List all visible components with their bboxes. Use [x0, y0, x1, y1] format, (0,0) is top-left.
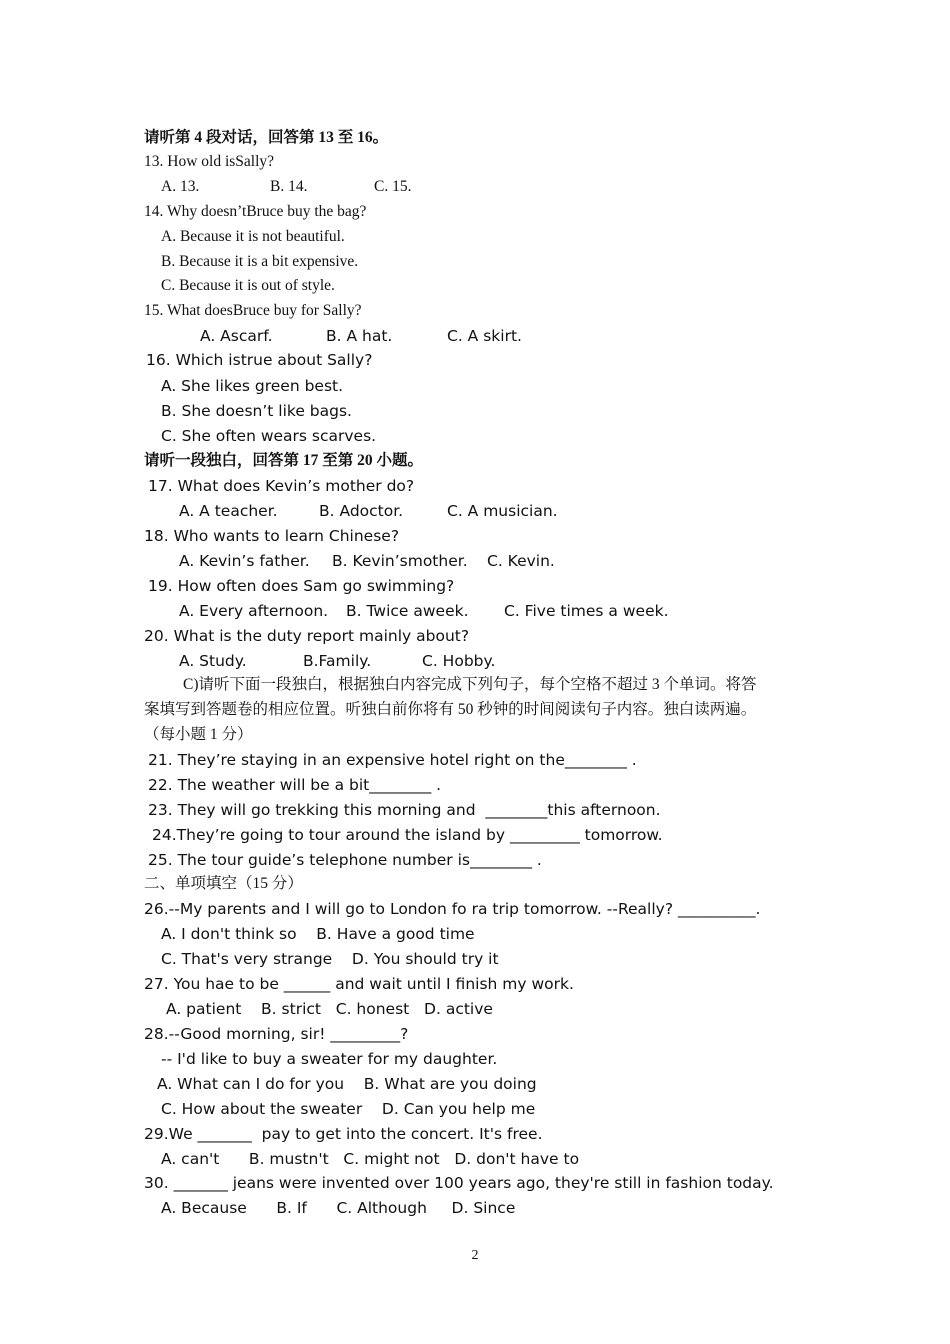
- q19-option-a: A. Every afternoon.: [179, 602, 329, 620]
- q13-stem: 13. How old isSally?: [144, 153, 275, 170]
- q13-option-a: A. 13.: [161, 178, 200, 195]
- q20-stem: 20. What is the duty report mainly about?: [144, 627, 470, 645]
- q17-stem: 17. What does Kevin’s mother do?: [148, 477, 415, 495]
- q25-sentence: 25. The tour guide’s telephone number is________ .: [148, 851, 542, 869]
- q14-stem: 14. Why doesn’tBruce buy the bag?: [144, 203, 367, 220]
- q19-option-b: B. Twice aweek.: [346, 602, 469, 620]
- partc-instructions-line3: （每小题 1 分）: [144, 726, 253, 743]
- q13-option-b: B. 14.: [270, 178, 308, 195]
- q26-stem: 26.--My parents and I will go to London fo ra trip tomorrow. --Really? __________.: [144, 900, 761, 918]
- q16-option-a: A. She likes green best.: [161, 377, 344, 395]
- q20-option-a: A. Study.: [179, 652, 247, 670]
- q30-options-row1: A. Because B. If C. Although D. Since: [161, 1199, 516, 1217]
- q21-sentence: 21. They’re staying in an expensive hotel right on the________ .: [148, 751, 637, 769]
- q15-option-b: B. A hat.: [326, 327, 393, 345]
- q16-option-b: B. She doesn’t like bags.: [161, 402, 352, 420]
- q28-options-row2: C. How about the sweater D. Can you help me: [161, 1100, 536, 1118]
- q18-stem: 18. Who wants to learn Chinese?: [144, 527, 400, 545]
- q27-options-row1: A. patient B. strict C. honest D. active: [166, 1000, 493, 1018]
- partc-instructions-line1: C)请听下面一段独白，根据独白内容完成下列句子，每个空格不超过 3 个单词。将答: [183, 676, 757, 693]
- q30-stem: 30. _______ jeans were invented over 100 years ago, they're still in fashion today.: [144, 1174, 774, 1192]
- q14-option-a: A. Because it is not beautiful.: [161, 228, 345, 245]
- q17-option-c: C. A musician.: [447, 502, 558, 520]
- page-number: 2: [471, 1248, 479, 1263]
- q26-options-row2: C. That's very strange D. You should try it: [161, 950, 499, 968]
- section2-heading: 二、单项填空（15 分）: [144, 875, 303, 892]
- q28-stem: 28.--Good morning, sir! _________?: [144, 1025, 409, 1043]
- q15-option-a: A. Ascarf.: [200, 327, 273, 345]
- q20-option-c: C. Hobby.: [422, 652, 496, 670]
- q29-options-row1: A. can't B. mustn't C. might not D. don't have to: [161, 1150, 580, 1168]
- partc-instructions-line2: 案填写到答题卷的相应位置。听独白前你将有 50 秒钟的时间阅读句子内容。独白读两遍。: [144, 701, 757, 718]
- q14-option-b: B. Because it is a bit expensive.: [161, 253, 359, 270]
- q18-option-a: A. Kevin’s father.: [179, 552, 310, 570]
- q13-option-c: C. 15.: [374, 178, 412, 195]
- q19-option-c: C. Five times a week.: [504, 602, 669, 620]
- q15-option-c: C. A skirt.: [447, 327, 522, 345]
- q16-stem: 16. Which istrue about Sally?: [146, 351, 373, 369]
- section4-heading: 请听第 4 段对话，回答第 13 至 16。: [144, 129, 389, 146]
- q26-options-row1: A. I don't think so B. Have a good time: [161, 925, 475, 943]
- q17-option-b: B. Adoctor.: [319, 502, 404, 520]
- q29-stem: 29.We _______ pay to get into the concert. It's free.: [144, 1125, 543, 1143]
- q27-stem: 27. You hae to be ______ and wait until I finish my work.: [144, 975, 574, 993]
- q22-sentence: 22. The weather will be a bit________ .: [148, 776, 442, 794]
- q15-stem: 15. What doesBruce buy for Sally?: [144, 302, 362, 319]
- q28-options-row1: A. What can I do for you B. What are you doing: [157, 1075, 537, 1093]
- q28-reply: -- I'd like to buy a sweater for my daughter.: [161, 1050, 498, 1068]
- q24-sentence: 24.They’re going to tour around the island by _________ tomorrow.: [152, 826, 663, 844]
- q18-option-b: B. Kevin’smother.: [332, 552, 468, 570]
- q14-option-c: C. Because it is out of style.: [161, 277, 335, 294]
- q20-option-b: B.Family.: [303, 652, 372, 670]
- q17-option-a: A. A teacher.: [179, 502, 278, 520]
- q16-option-c: C. She often wears scarves.: [161, 427, 377, 445]
- q19-stem: 19. How often does Sam go swimming?: [148, 577, 455, 595]
- q18-option-c: C. Kevin.: [487, 552, 555, 570]
- monologue-heading: 请听一段独白，回答第 17 至第 20 小题。: [144, 452, 424, 469]
- q23-sentence: 23. They will go trekking this morning and ________this afternoon.: [148, 801, 661, 819]
